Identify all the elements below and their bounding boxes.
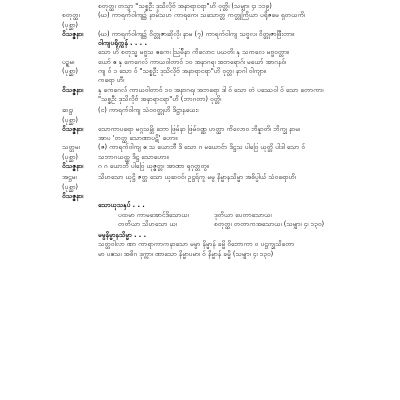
speaker: [62, 58, 98, 86]
qa-block-9: [62, 173, 360, 192]
qa-block-10: [62, 192, 360, 201]
answer-label: ဝိသဇ္ဇနာ၊: [62, 85, 84, 94]
answer-label: ဝိသဇ္ဇနာ၊: [62, 191, 84, 200]
speaker-label: စတုတ္ထ၊: [62, 11, 80, 20]
speaker: [62, 11, 98, 30]
column-cell: ဒုတိယာ ပေတာသောယ၊: [214, 210, 272, 219]
body-line: သတ္တဝါလာ ဏာ ကာရာကာကနာသော မမွာ နိမ္မာန် ခမ္မိ ဝိဘောကာ ၀ ပဋ္ဌက္ခုသိတော: [98, 240, 295, 249]
qa-block-2: [62, 30, 360, 39]
qa-block-4: [62, 86, 360, 105]
question-tag: (ပုစ္ဆာ): [62, 67, 79, 76]
speaker-label: သတ္တမ၊: [62, 143, 80, 152]
qa-block-1: [62, 11, 360, 30]
text-line: ကရော ဟီ၊: [98, 76, 125, 85]
body-line: မာ ပဧသ၊ အဓိဂ ဒုက္ကာ၊ ဏာသော နိမ္မာပမာ၊ ဝ် နိမ္မာန် ခမ္မိ (သမျှာ၊ ၄၊ ၁၃၀): [98, 249, 274, 258]
speaker-label: ဆဋ္ဌ၊: [62, 106, 73, 115]
text-line: သောကာပရော မဂ္ဂသမ္ဘိ၊ ဘော ဖြမ်နာ ဖြမ်ဝဏ္ဏ ဟတ္ထာ ကိလောဝ ဘိန္နာတိ၊ ဘိက္ခု နာမ၊: [98, 124, 300, 133]
qa-block-6: [62, 125, 360, 144]
text-line: ကျ ဝ် ၁ သော ဝ် "သစ္စဦး ဒုသိလိုဗ် အနာရာငရာ"ဟိ ဝုတ္တ၊ နာဂါ ဝါကျာ။: [98, 67, 266, 76]
text-line: သဘာဂယထ္ထ ဒိဋ္ဌ သောဟော။: [98, 152, 169, 161]
question-tag: (ပုစ္ဆာ): [62, 182, 79, 191]
text-line: ဂ ဂ ယောဘီ ပါဝြေ ယုဇ္ဇတ္တ၊ အာဏာ ရုဂုတ္တတွ။: [98, 162, 209, 171]
qa-block-3: [62, 58, 360, 86]
answer-text: [98, 192, 360, 201]
question-text: [98, 106, 360, 125]
two-column-row: [62, 211, 360, 220]
text-line: "သစ္စဦး ဒုသိလိုဗ် အနာရာငရာ"ဟိ (ဘာဂတာ) ဝုတ္တိ၊: [98, 94, 222, 103]
sub-line: သော ဟိ စတုသ္မ မဗ္ဗသ ဧကေ၊ သြမ်ိနာ ကိလောင ပဃတိ၊ နှ သကလေ မဗ္ဗဝတ္တာ။: [98, 48, 289, 57]
speaker-label: အဋ္ဌမ၊: [62, 173, 77, 182]
answer-label: ဝိသဇ္ဇနာ၊: [62, 162, 84, 171]
two-column-row: [62, 220, 360, 229]
text-line: (ဃ) ကာရက်ဝါကျ၌ နာမ်သဟ ကာရကေ၊ သသောတ္တ ကတ္တုကြိယာ ပရိုဇမေ ရှတယကိ၊: [98, 11, 305, 20]
qa-block-8: [62, 162, 360, 171]
question-text: [98, 58, 360, 86]
question-tag: (ပုစ္ဆာ): [62, 115, 79, 124]
answer-label: ဝိသဇ္ဇနာ၊: [62, 124, 84, 133]
column-cell: စတုတ္ထ၊ တတာကအသောယ၊ (သမျှာ၊ ၄၊ ၁၃၀): [214, 219, 325, 228]
section-heading: မမွနိမ္မာနသိမ္မာ . . .: [98, 231, 147, 240]
answer-text: [98, 125, 360, 144]
answer-text: [98, 162, 360, 171]
question-text: [98, 143, 360, 162]
section-heading: သောယုသနှပ် . . .: [98, 201, 145, 210]
speaker: [62, 173, 98, 192]
qa-block-7: [62, 143, 360, 162]
speaker: [62, 143, 98, 162]
column-cell: ပထမာ ကာမအောင်ဒိသောယ၊: [118, 210, 189, 219]
answer-text: [98, 30, 360, 39]
text-line: အာပ 'တတ္ထ သောဏာပဋိ' ဟော။: [98, 134, 178, 143]
question-tag: (ပုစ္ဆာ): [62, 152, 79, 161]
speaker: [62, 106, 98, 125]
text-line: (ဇ) ကာရက်ဝါကျ ဧ သ ယောဘီ ဒိ သော ဂ မယောင်ာ ဒိဋ္ဌသ ပါဝြေ ယုတ္တိ ပါဒါ သော ဝ်: [98, 143, 305, 152]
question-text: [98, 173, 360, 192]
answer-text: [98, 86, 360, 105]
text-line: (ဃ) ကာရက်ဝါကျ၌ ဝိတ္တုဇာဆိုလို၊ နာမ (၇) ကာရက်ဝါကျ သဗ္ဗလ၊ ဝိတ္တုဇာဖြီးတာ။: [98, 29, 295, 38]
question-text: [98, 11, 360, 30]
text-line: (င) ကာရက်ဝါကျ သံဝ၀တ္တုဟိ ဒိဋ္ဌာနယေး၊: [98, 106, 199, 115]
section-heading: ဝါကျပရိုက္ကန် . . . .: [98, 39, 147, 48]
text-line: ယော် ဧ နှ ကေဂေလ် ကာယဝါတာဝ် ၁၀ အနာဂရ၊ အဘရောဂ်၊ မယော် အာဂနဝ်၊: [98, 57, 287, 66]
text-line: နှ ကေဂေလ် ကာယဝါတာဝ် ၁၀ အနာဂရ၊ အဘရော ဒါ ဝ် သော တဲ ပဿေဝါ ဝ် သော တောကာ၊: [98, 85, 324, 94]
top-line: စတုတ္ထ၊ တသွာ "သစ္စဦး ဒုသိလိုဗ် အနာရာငရာ"ဟိ ဝုတ္တိ၊ (သမျှာ၊ ၄၊ ၁၁၉): [98, 2, 272, 10]
answer-label: ဝိသဇ္ဇနာ၊: [62, 29, 84, 38]
speaker-label: ပဉ္စမ၊: [62, 57, 75, 66]
question-tag: (ပုစ္ဆာ): [62, 20, 79, 29]
qa-block-5: [62, 106, 360, 125]
text-line: သိဟသော ယုဋ္ဌိ ဇတ္တ သော ယုဆဝဝ်၊ ဥဋ္ဌရ်ကူ မမွ နိမ္မာနသိမ္မာ အဓိပ္ပါယ် သံဝရောဟိ၊: [98, 173, 296, 182]
column-cell: တတိယာ သိဟသော ယ၊: [118, 219, 177, 228]
